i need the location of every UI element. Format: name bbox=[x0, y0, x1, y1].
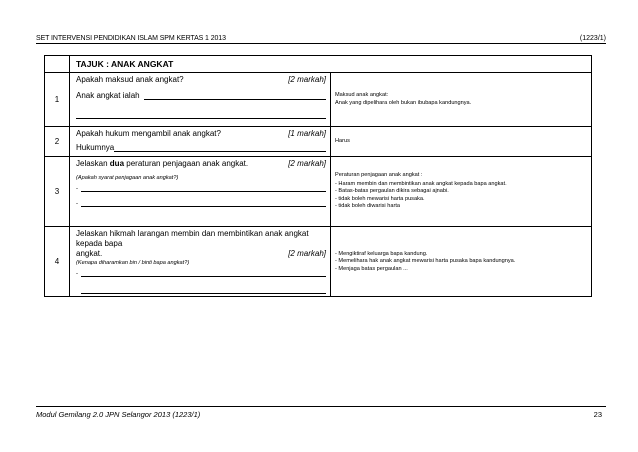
answer-key-cell bbox=[331, 157, 592, 227]
question-cell bbox=[70, 127, 331, 157]
mark-label: [2 markah] bbox=[288, 75, 326, 84]
question-number: 1 bbox=[45, 73, 70, 127]
question-text-cont: angkat. bbox=[76, 249, 103, 258]
question-cell bbox=[70, 227, 331, 297]
question-number: 2 bbox=[45, 127, 70, 157]
question-hint: (Apakah syarat penjagaan anak angkat?) bbox=[76, 175, 179, 181]
table-row bbox=[45, 127, 592, 157]
list-item: - Haram membin dan membintikan anak angkat kepada bapa angkat. bbox=[335, 180, 507, 187]
list-item: - tidak boleh diwarisi harta bbox=[335, 203, 400, 210]
header-paper-code: (1223/1) bbox=[579, 35, 606, 42]
header-title: SET INTERVENSI PENDIDIKAN ISLAM SPM KERTAS 1 2013 bbox=[36, 35, 226, 42]
question-text: Jelaskan dua peraturan penjagaan anak angkat. bbox=[76, 159, 249, 168]
answer-line[interactable] bbox=[114, 145, 326, 152]
answer-key-cell bbox=[331, 127, 592, 157]
table-title-row bbox=[45, 56, 592, 73]
question-number: 4 bbox=[45, 227, 70, 297]
bullet-mark: - bbox=[76, 271, 78, 277]
answer-key-title: Peraturan penjagaan anak angkat : bbox=[335, 172, 423, 179]
footer-rule bbox=[36, 406, 606, 407]
table-row bbox=[45, 227, 592, 297]
question-text: Jelaskan hikmah larangan membin dan membintikan anak angkat kepada bapa bbox=[76, 229, 309, 248]
answer-line[interactable] bbox=[81, 285, 326, 294]
answer-line[interactable] bbox=[81, 270, 326, 277]
question-emphasis: dua bbox=[109, 159, 125, 168]
answer-line[interactable] bbox=[144, 93, 326, 100]
list-item: - Menjaga batas pergaulan ... bbox=[335, 265, 408, 272]
answer-key-cell bbox=[331, 73, 592, 127]
list-item: - tidak boleh mewarisi harta pusaka. bbox=[335, 195, 425, 202]
page-number: 23 bbox=[593, 410, 602, 419]
answer-prompt: Anak angkat ialah bbox=[76, 91, 140, 100]
empty-num-cell bbox=[45, 56, 70, 73]
answer-key-list bbox=[335, 251, 587, 274]
question-number: 3 bbox=[45, 157, 70, 227]
bullet-mark: - bbox=[76, 201, 78, 207]
answer-line[interactable] bbox=[81, 200, 326, 207]
list-item: - Mengiktiraf keluarga bapa kandung. bbox=[335, 250, 428, 257]
list-item: - Batas-batas pergaulan dikira sebagai ajnabi. bbox=[335, 188, 449, 195]
footer-module-name: Modul Gemilang 2.0 JPN Selangor 2013 (1223/1) bbox=[36, 410, 201, 419]
question-cell bbox=[70, 73, 331, 127]
table-row bbox=[45, 73, 592, 127]
answer-key-text: Maksud anak angkat: bbox=[335, 91, 389, 98]
answer-line[interactable] bbox=[81, 185, 326, 192]
mark-label: [1 markah] bbox=[288, 129, 326, 138]
table-row bbox=[45, 157, 592, 227]
answer-key-text: Anak yang dipelihara oleh bukan ibubapa kandungnya. bbox=[335, 99, 472, 106]
question-cell bbox=[70, 157, 331, 227]
answer-line[interactable] bbox=[76, 110, 326, 119]
answer-prompt: Hukumnya bbox=[76, 143, 115, 152]
mark-label: [2 markah] bbox=[288, 249, 326, 258]
answer-key-text: Harus bbox=[335, 137, 350, 144]
topic-title: TAJUK : ANAK ANGKAT bbox=[70, 56, 592, 73]
mark-label: [2 markah] bbox=[288, 159, 326, 168]
answer-key-cell bbox=[331, 227, 592, 297]
question-hint: (Kenapa diharamkan bin / binti bapa angkat?) bbox=[76, 260, 190, 266]
list-item: - Memelihara hak anak angkat mewarisi harta pusaka bapa kandungnya. bbox=[335, 258, 516, 265]
bullet-mark: - bbox=[76, 186, 78, 192]
answer-key-list bbox=[335, 181, 587, 211]
header-rule bbox=[36, 43, 606, 44]
question-table bbox=[44, 55, 592, 297]
question-text: Apakah maksud anak angkat? bbox=[76, 75, 184, 84]
question-text: Apakah hukum mengambil anak angkat? bbox=[76, 129, 221, 138]
